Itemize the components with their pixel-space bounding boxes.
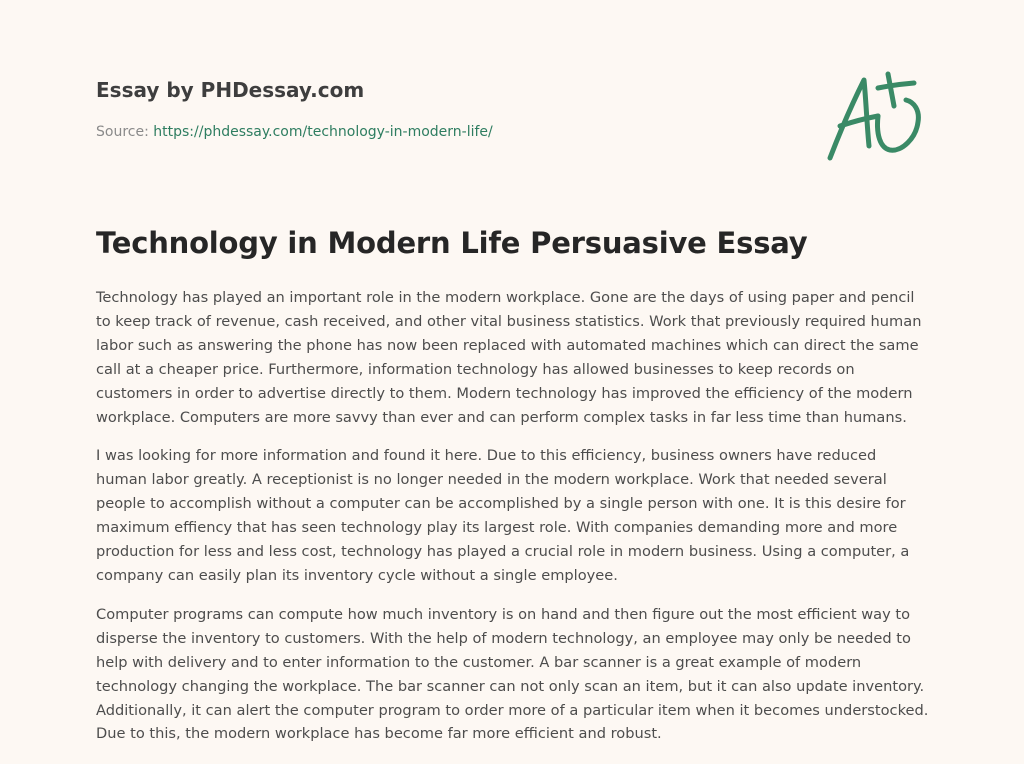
- source-link[interactable]: https://phdessay.com/technology-in-modern-life/: [153, 124, 493, 140]
- source-line: [96, 124, 493, 140]
- source-label: Source:: [96, 124, 149, 140]
- essay-paragraph: Computer programs can compute how much inventory is on hand and then figure out the most efficient way to disperse the inventory to customers. With the help of modern technology, an employee may only be needed to help with delivery and to enter information to the customer. A bar scanner is a great example of modern technology changing the workplace. The bar scanner can not only scan an item, but it can also update inventory. Additionally, it can alert the computer program to order more of a particular item when it becomes understocked. Due to this, the modern workplace has become far more efficient and robust.: [96, 605, 929, 743]
- essay-paragraph: I was looking for more information and found it here. Due to this efficiency, business owners have reduced human labor greatly. A receptionist is no longer needed in the modern workplace. Work that needed several people to accomplish without a computer can be accomplished by a single person with one. It is this desire for maximum effiency that has seen technology play its largest role. With companies demanding more and more production for less and less cost, technology has played a crucial role in modern business. Using a computer, a company can easily plan its inventory cycle without a single employee.: [96, 447, 910, 584]
- a-plus-logo-icon: [822, 66, 932, 166]
- essay-body: [96, 286, 930, 761]
- essay-paragraph: Technology has played an important role in the modern workplace. Gone are the days of using paper and pencil to keep track of revenue, cash received, and other vital business statistics. Work that previously required human labor such as answering the phone has now been replaced with automated machines which can direct the same call at a cheaper price. Furthermore, information technology has allowed businesses to keep records on customers in order to advertise directly to them. Modern technology has improved the efficiency of the modern workplace. Computers are more savvy than ever and can perform complex tasks in far less time than humans.: [96, 289, 922, 426]
- site-brand: Essay by PHDessay.com: [96, 78, 365, 102]
- essay-title: Technology in Modern Life Persuasive Essay: [96, 226, 808, 260]
